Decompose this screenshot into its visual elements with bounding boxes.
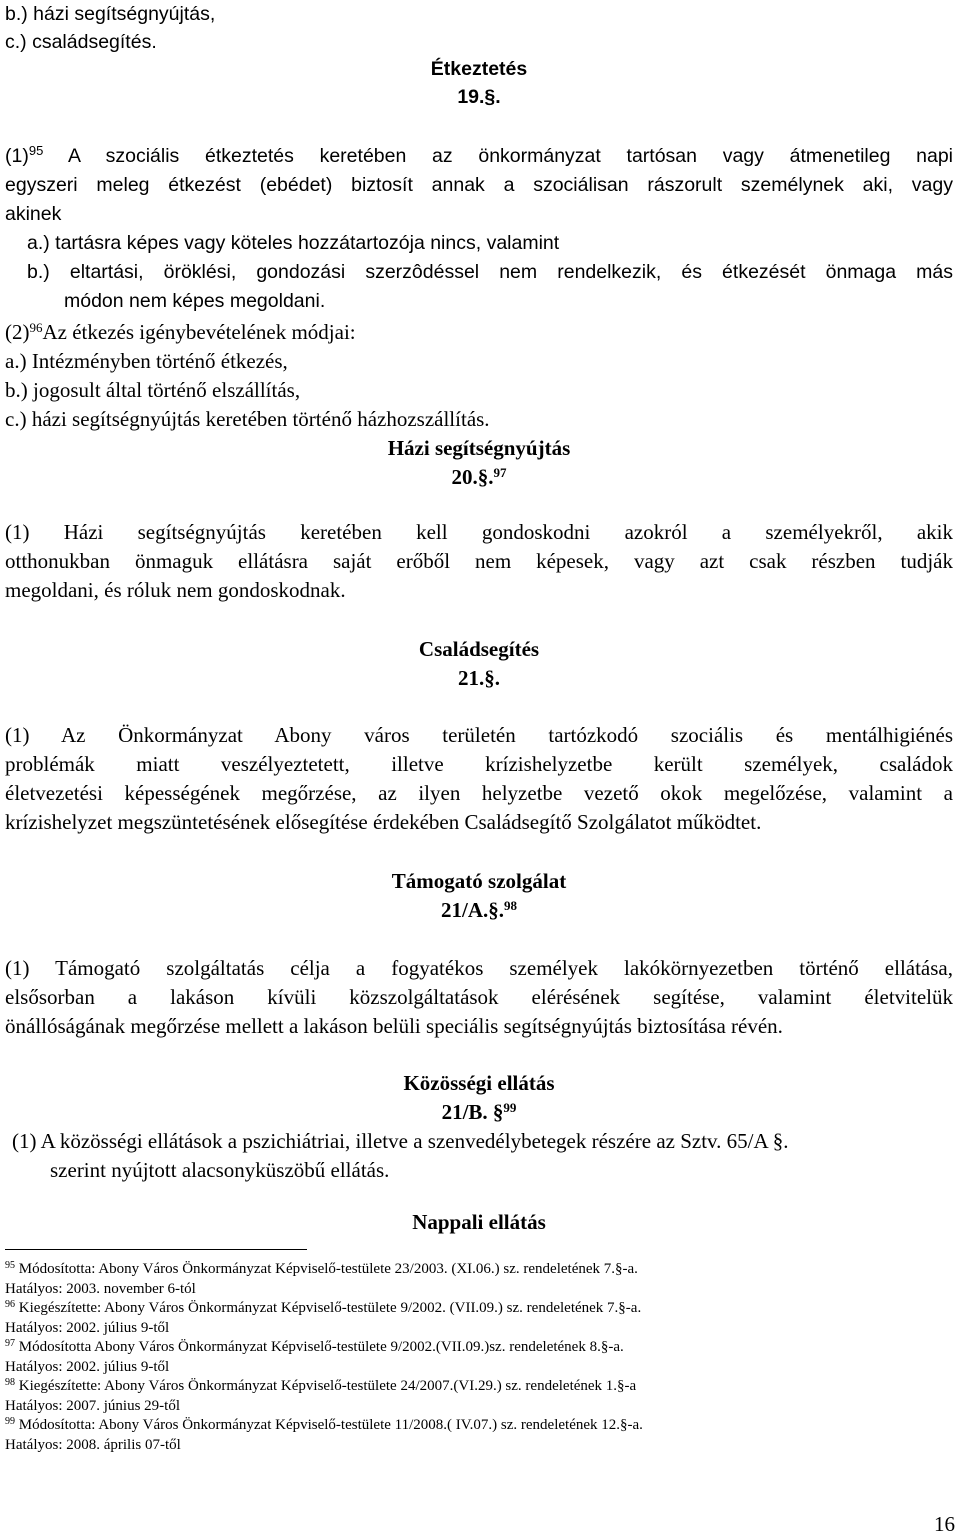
- section-number-text: 20.§.: [451, 465, 494, 489]
- footnote-ref[interactable]: 97: [493, 465, 507, 480]
- section-heading: Támogató szolgálat: [391, 869, 567, 893]
- list-item: b.) jogosult által történő elszállítás,: [5, 378, 301, 402]
- paragraph-marker: (2): [5, 320, 30, 344]
- paragraph-line: otthonukban önmaguk ellátásra saját erőből nem képesek, vagy azt csak részben tudják: [5, 549, 953, 573]
- section-number: 19.§.: [457, 86, 501, 108]
- list-item: a.) tartásra képes vagy köteles hozzátartozója nincs, valamint: [27, 232, 560, 254]
- section-heading: Családsegítés: [418, 637, 540, 661]
- section-number: [5, 896, 953, 925]
- footnote-effective: Hatályos: 2002. július 9-től: [5, 1320, 170, 1336]
- footnote-number: 97: [5, 1338, 15, 1349]
- paragraph-line: problémák miatt veszélyeztetett, illetve krízishelyzetbe került személyek, családok: [5, 752, 953, 776]
- footnote-text: Kiegészítette: Abony Város Önkormányzat Képviselő-testülete 24/2007.(VI.29.) sz. rendeletének 1.§-a: [18, 1378, 637, 1394]
- paragraph-line: akinek: [5, 203, 62, 225]
- footnote-ref[interactable]: 96: [29, 320, 43, 335]
- footnote-number: 98: [5, 1377, 15, 1388]
- footnote-text: Módosította: Abony Város Önkormányzat Képviselő-testülete 11/2008.( IV.07.) sz. rendeletének 12.§-a.: [18, 1417, 643, 1433]
- section-number-text: 21/A.§.: [441, 898, 504, 922]
- footnote-ref[interactable]: 98: [504, 898, 517, 913]
- footnote: [5, 1416, 643, 1436]
- list-item-continuation: módon nem képes megoldani.: [64, 290, 326, 312]
- footnote: [5, 1299, 641, 1319]
- list-item: b.) házi segítségnyújtás,: [5, 3, 216, 25]
- paragraph-text: A szociális étkeztetés keretében az önkormányzat tartósan vagy átmenetileg napi: [67, 145, 954, 167]
- footnote-separator: [5, 1249, 307, 1250]
- footnote-effective: Hatályos: 2002. július 9-től: [5, 1359, 170, 1375]
- section-number-text: 21/B. §: [441, 1100, 504, 1124]
- section-number: [5, 463, 953, 492]
- footnote-text: Kiegészítette: Abony Város Önkormányzat Képviselő-testülete 9/2002. (VII.09.) sz. rendeletének 7.§-a.: [18, 1300, 642, 1316]
- paragraph-text: Az étkezés igénybevételének módjai:: [42, 320, 356, 344]
- section-heading: Házi segítségnyújtás: [387, 436, 571, 460]
- section-heading: Nappali ellátás: [412, 1210, 546, 1234]
- footnote: [5, 1260, 638, 1280]
- footnote-number: 99: [5, 1416, 15, 1427]
- paragraph-line: [5, 318, 953, 347]
- footnote-number: 95: [5, 1260, 15, 1271]
- paragraph-line: (1) A közösségi ellátások a pszichiátriai, illetve a szenvedélybetegek részére az Sztv. 65/A §.: [12, 1129, 789, 1153]
- paragraph-line: krízishelyzet megszüntetésének elősegítése érdekében Családsegítő Szolgálatot működtet.: [5, 810, 762, 834]
- paragraph-line: elsősorban a lakáson kívüli közszolgáltatások elérésének segítése, valamint életvitelük: [5, 985, 953, 1009]
- footnote-effective: Hatályos: 2003. november 6-tól: [5, 1281, 196, 1297]
- footnote-ref[interactable]: 99: [503, 1100, 517, 1115]
- page-number: 16: [934, 1512, 955, 1536]
- paragraph-line: önállóságának megőrzése mellett a lakáson belüli speciális segítségnyújtás biztosítása révén.: [5, 1014, 783, 1038]
- paragraph-marker: (1): [5, 145, 29, 167]
- paragraph-line: (1) Az Önkormányzat Abony város területén tartózkodó szociális és mentálhigiénés: [5, 723, 953, 747]
- section-number: [5, 1098, 953, 1127]
- paragraph-line: [5, 142, 953, 171]
- section-heading: Étkeztetés: [430, 58, 528, 80]
- list-item: a.) Intézményben történő étkezés,: [5, 349, 288, 373]
- footnote-text: Módosította Abony Város Önkormányzat Képviselő-testülete 9/2002.(VII.09.)sz. rendeletének 8.§-a.: [18, 1339, 624, 1355]
- paragraph-line: megoldani, és róluk nem gondoskodnak.: [5, 578, 346, 602]
- footnote-text: Módosította: Abony Város Önkormányzat Képviselő-testülete 23/2003. (XI.06.) sz. rendeletének 7.§-a.: [18, 1261, 638, 1277]
- footnote-effective: Hatályos: 2008. április 07-től: [5, 1437, 181, 1453]
- footnote-effective: Hatályos: 2007. június 29-től: [5, 1398, 180, 1414]
- footnote: [5, 1377, 636, 1397]
- list-item: b.) eltartási, öröklési, gondozási szerzôdéssel nem rendelkezik, és étkezését önmaga más: [27, 261, 953, 283]
- footnote-ref[interactable]: 95: [28, 143, 44, 158]
- section-heading: Közösségi ellátás: [403, 1071, 555, 1095]
- list-item: c.) családsegítés.: [5, 31, 157, 53]
- list-item: c.) házi segítségnyújtás keretében történő házhozszállítás.: [5, 407, 490, 431]
- paragraph-line: (1) Házi segítségnyújtás keretében kell gondoskodni azokról a személyekről, akik: [5, 520, 953, 544]
- paragraph-line: életvezetési képességének megőrzése, az ilyen helyzetbe vezető okok megelőzése, valamint a: [5, 781, 953, 805]
- footnote: [5, 1338, 624, 1358]
- paragraph-line: szerint nyújtott alacsonyküszöbű ellátás.: [50, 1158, 390, 1182]
- paragraph-line: (1) Támogató szolgáltatás célja a fogyatékos személyek lakókörnyezetben történő ellátása,: [5, 956, 953, 980]
- section-number: 21.§.: [458, 666, 500, 690]
- paragraph-line: egyszeri meleg étkezést (ebédet) biztosít annak a szociálisan rászorult személynek aki, vagy: [5, 174, 953, 196]
- footnote-number: 96: [5, 1299, 15, 1310]
